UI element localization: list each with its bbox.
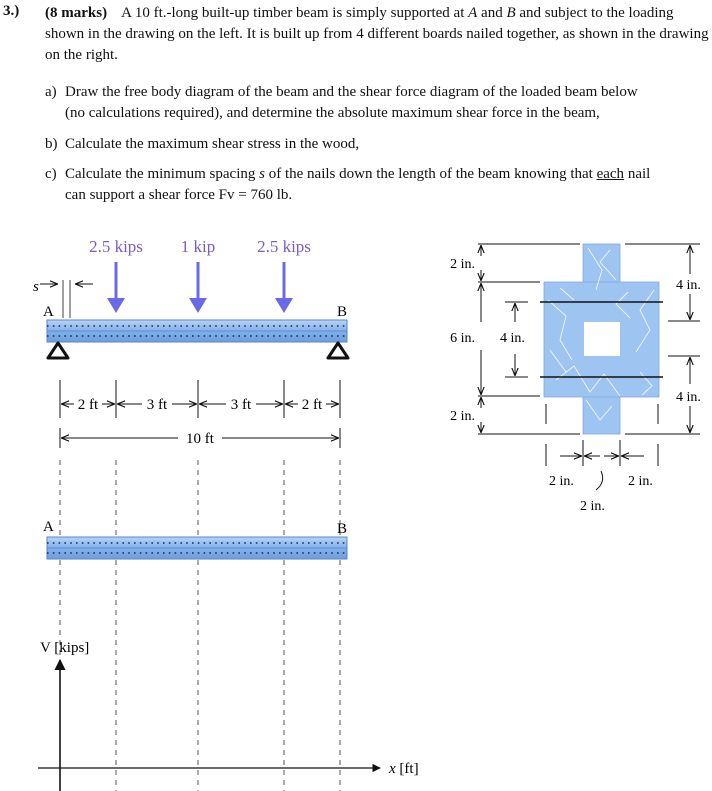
y-axis-label: V [kips] (40, 640, 90, 656)
hollow-core (584, 322, 620, 356)
part-c-each: each (596, 166, 625, 182)
part-b-label: b) (45, 136, 58, 152)
support-b-label: B (337, 304, 348, 320)
load-label-3: 2.5 kips (257, 237, 311, 256)
dim-top-flange: 2 in. (450, 257, 475, 272)
span-3-label: 3 ft (230, 397, 252, 413)
load-arrow-head-1 (107, 298, 125, 313)
load-label-1: 2.5 kips (89, 237, 143, 256)
shear-support-b-label: B (337, 521, 348, 537)
load-arrow-head-2 (189, 298, 207, 313)
intro-text-1: A 10 ft.-long built-up timber beam is simply supported at (121, 5, 465, 21)
span-dimensions (62, 397, 338, 413)
part-c-var-s: s (259, 166, 265, 182)
dim-bottom-right: 2 in. (628, 474, 653, 489)
intro-point-a: A (468, 5, 478, 21)
part-c-label: c) (45, 166, 57, 182)
dim-right-upper: 4 in. (676, 278, 701, 293)
part-c-text1: Calculate the minimum spacing (65, 166, 256, 182)
dim-bottom-left: 2 in. (549, 474, 574, 489)
cross-section (450, 244, 701, 514)
total-length-label: 10 ft (186, 431, 214, 447)
part-c-text3: nail (627, 166, 651, 182)
x-axis-var: x (389, 761, 396, 777)
dim-web-height: 6 in. (450, 331, 475, 346)
support-b-pin (328, 343, 348, 358)
load-2-5-kips-right (257, 237, 311, 313)
spacing-s-label: s (33, 279, 39, 295)
beam-diagram (33, 237, 348, 448)
intro-text-2: and subject to the loading shown in the drawing on the left. It is built up from 4 different boards nailed together, as shown in the drawing on the right. (45, 5, 709, 63)
part-a-label: a) (45, 84, 57, 100)
question-number: 3.) (3, 3, 20, 19)
part-c-text2: of the nails down the length of the beam knowing that (268, 166, 593, 182)
load-2-5-kips-left (89, 237, 143, 313)
part-b-text: Calculate the maximum shear stress in the wood, (65, 136, 360, 152)
intro-and: and (481, 5, 503, 21)
load-1-kip (181, 237, 215, 313)
shear-diagram (38, 460, 419, 791)
span-1-label: 2 ft (77, 397, 99, 413)
part-c-line2: can support a shear force Fv = 760 lb. (65, 187, 293, 203)
x-axis-label (388, 761, 419, 777)
part-a-line2: (no calculations required), and determine the absolute maximum shear force in the beam, (65, 105, 600, 121)
span-2-label: 3 ft (146, 397, 168, 413)
guide-lines (60, 460, 340, 791)
total-length-dimension (60, 428, 340, 448)
span-4-label: 2 ft (301, 397, 323, 413)
dim-bottom-middle: 2 in. (580, 499, 605, 514)
dim-inner-4in: 4 in. (500, 331, 525, 346)
load-label-2: 1 kip (180, 237, 216, 256)
load-arrow-head-3 (275, 298, 293, 313)
part-a-line1: Draw the free body diagram of the beam and the shear force diagram of the loaded beam below (65, 84, 638, 100)
marks-label: (8 marks) (45, 5, 108, 21)
intro-point-b: B (506, 5, 516, 21)
span-ticks (60, 380, 340, 418)
x-axis-unit: [ft] (399, 761, 419, 777)
dim-bottom-flange: 2 in. (450, 409, 475, 424)
shear-support-a-label: A (43, 519, 54, 535)
support-a-label: A (43, 304, 54, 320)
dim-right-lower: 4 in. (676, 390, 701, 405)
support-a-pin (48, 343, 68, 358)
